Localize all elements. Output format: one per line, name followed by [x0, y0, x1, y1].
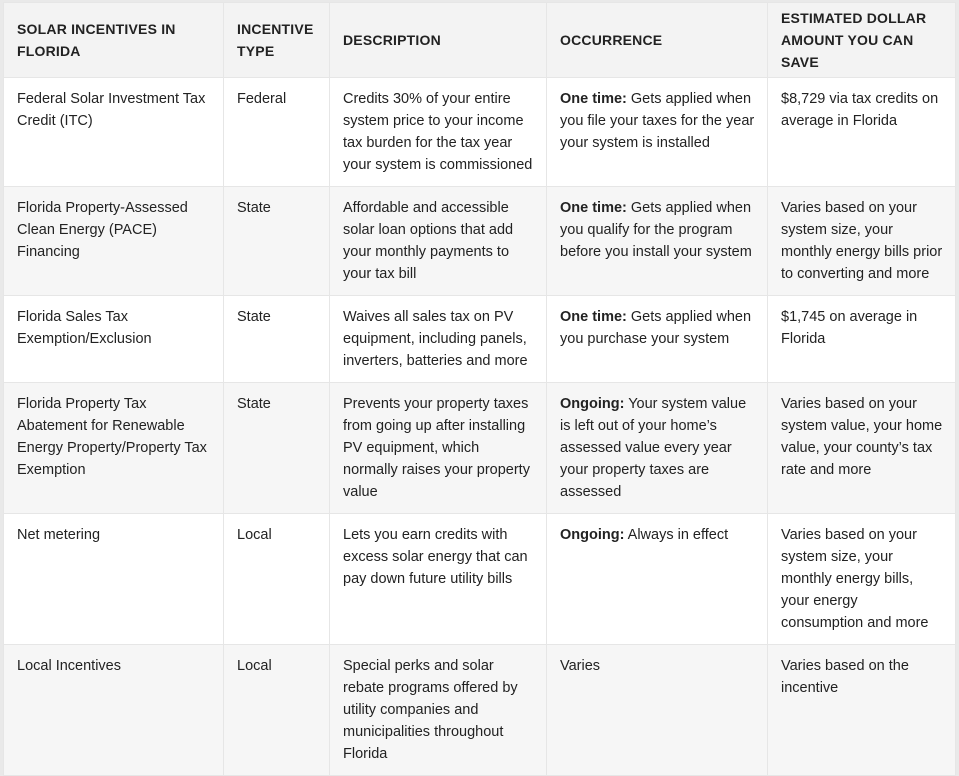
occurrence-label: One time:: [560, 91, 627, 107]
cell-incentive-name: Florida Property-Assessed Clean Energy (PACE) Financing: [4, 187, 224, 296]
cell-incentive-type: Local: [224, 645, 330, 776]
cell-incentive-name: Federal Solar Investment Tax Credit (ITC): [4, 78, 224, 187]
header-description: DESCRIPTION: [330, 3, 547, 78]
cell-savings: Varies based on your system size, your monthly energy bills, your energy consumption and more: [768, 514, 956, 645]
cell-incentive-name: Florida Sales Tax Exemption/Exclusion: [4, 296, 224, 383]
cell-incentive-name: Net metering: [4, 514, 224, 645]
cell-occurrence: [547, 645, 768, 776]
cell-description: Special perks and solar rebate programs offered by utility companies and municipalities throughout Florida: [330, 645, 547, 776]
header-incentive: SOLAR INCENTIVES IN FLORIDA: [4, 3, 224, 78]
cell-occurrence: [547, 187, 768, 296]
cell-incentive-name: Florida Property Tax Abatement for Renewable Energy Property/Property Tax Exemption: [4, 383, 224, 514]
cell-description: Lets you earn credits with excess solar energy that can pay down future utility bills: [330, 514, 547, 645]
occurrence-text: Always in effect: [624, 527, 729, 543]
table-row: [4, 645, 956, 776]
header-savings: ESTIMATED DOLLAR AMOUNT YOU CAN SAVE: [768, 3, 956, 78]
occurrence-text: Gets applied when you file your taxes for the year your system is installed: [560, 91, 755, 151]
cell-occurrence: [547, 514, 768, 645]
cell-savings: $8,729 via tax credits on average in Florida: [768, 78, 956, 187]
table-row: [4, 514, 956, 645]
table-row: [4, 383, 956, 514]
occurrence-text: Your system value is left out of your home’s assessed value every year your property taxes are assessed: [560, 396, 747, 500]
cell-savings: Varies based on your system size, your monthly energy bills prior to converting and more: [768, 187, 956, 296]
cell-description: Prevents your property taxes from going up after installing PV equipment, which normally raises your property value: [330, 383, 547, 514]
table-row: [4, 187, 956, 296]
occurrence-label: One time:: [560, 309, 627, 325]
cell-incentive-type: State: [224, 383, 330, 514]
table-row: [4, 296, 956, 383]
header-occurrence: OCCURRENCE: [547, 3, 768, 78]
cell-occurrence: [547, 78, 768, 187]
occurrence-label: One time:: [560, 200, 627, 216]
cell-incentive-type: State: [224, 296, 330, 383]
occurrence-label: Ongoing:: [560, 527, 625, 543]
incentives-table-container: [3, 2, 955, 776]
table-header-row: [4, 3, 956, 78]
cell-savings: $1,745 on average in Florida: [768, 296, 956, 383]
cell-incentive-type: State: [224, 187, 330, 296]
cell-description: Affordable and accessible solar loan options that add your monthly payments to your tax bill: [330, 187, 547, 296]
header-type: INCENTIVE TYPE: [224, 3, 330, 78]
table-row: [4, 78, 956, 187]
occurrence-text: Gets applied when you purchase your system: [560, 309, 752, 347]
cell-savings: Varies based on your system value, your home value, your county’s tax rate and more: [768, 383, 956, 514]
occurrence-text: Varies: [560, 658, 601, 674]
cell-description: Waives all sales tax on PV equipment, including panels, inverters, batteries and more: [330, 296, 547, 383]
cell-savings: Varies based on the incentive: [768, 645, 956, 776]
incentives-table: [3, 2, 956, 776]
cell-description: Credits 30% of your entire system price to your income tax burden for the tax year your system is commissioned: [330, 78, 547, 187]
cell-incentive-type: Federal: [224, 78, 330, 187]
cell-occurrence: [547, 296, 768, 383]
occurrence-label: Ongoing:: [560, 396, 625, 412]
cell-occurrence: [547, 383, 768, 514]
cell-incentive-name: Local Incentives: [4, 645, 224, 776]
cell-incentive-type: Local: [224, 514, 330, 645]
occurrence-text: Gets applied when you qualify for the program before you install your system: [560, 200, 752, 260]
